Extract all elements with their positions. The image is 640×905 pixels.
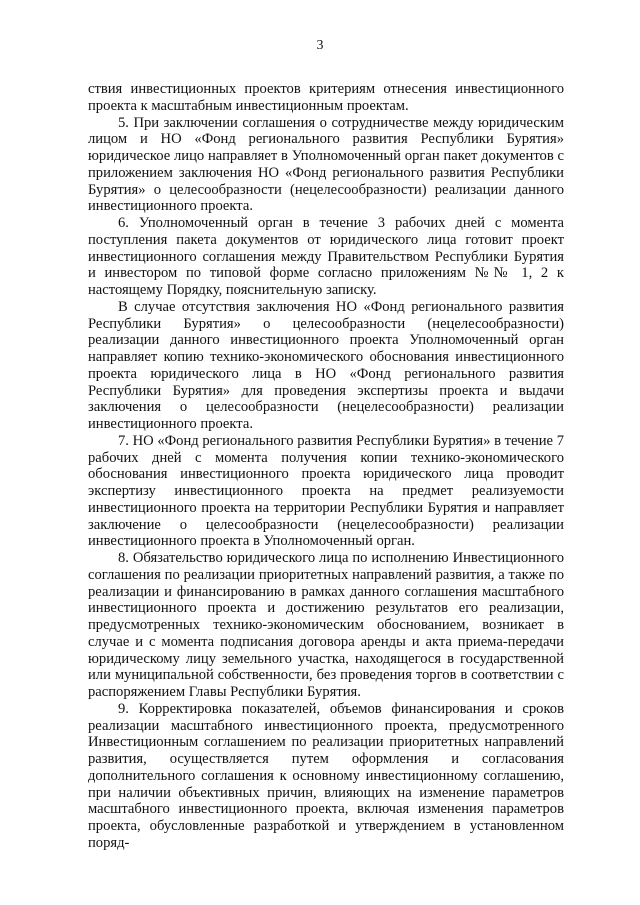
paragraph-item-9: 9. Корректировка показателей, объемов финансирования и сроков реализации масштабного инвестиционного проекта, предусмотренного Инвестиционным соглашением по реализации приоритетных направлений развития, осуществляется путем оформления и согласования дополнительного соглашения к основному инвестиционному соглашению, при наличии объективных причин, влияющих на изменение параметров масштабного инвестиционного проекта, включая изменения параметров проекта, обусловленные разработкой и утверждением в установленном поряд- <box>88 700 564 851</box>
document-body <box>88 81 564 852</box>
paragraph-item-6-note: В случае отсутствия заключения НО «Фонд регионального развития Республики Бурятия» о целесообразности (нецелесообразности) реализации данного инвестиционного проекта Уполномоченный орган направляет копию технико-экономического обоснования инвестиционного проекта юридического лица в НО «Фонд регионального развития Республики Бурятия» для проведения экспертизы проекта и выдачи заключения о целесообразности (нецелесообразности) реализации инвестиционного проекта. <box>88 298 564 432</box>
paragraph-item-5: 5. При заключении соглашения о сотрудничестве между юридическим лицом и НО «Фонд регионального развития Республики Бурятия» юридическое лицо направляет в Уполномоченный орган пакет документов с приложением заключения НО «Фонд регионального развития Республики Бурятия» о целесообразности (нецелесообразности) реализации данного инвестиционного проекта. <box>88 114 564 215</box>
paragraph-continuation: ствия инвестиционных проектов критериям отнесения инвестиционного проекта к масштабным инвестиционным проектам. <box>88 81 564 114</box>
paragraph-item-8: 8. Обязательство юридического лица по исполнению Инвестиционного соглашения по реализации приоритетных направлений развития, а также по реализации и финансированию в рамках данного соглашения масштабного инвестиционного проекта и достижению результатов его реализации, предусмотренных технико-экономическим обоснованием, возникает в случае и с момента подписания договора аренды и акта приема-передачи юридическому лицу земельного участка, находящегося в государственной или муниципальной собственности, без проведения торгов в соответствии с распоряжением Главы Республики Бурятия. <box>88 550 564 700</box>
paragraph-item-7: 7. НО «Фонд регионального развития Республики Бурятия» в течение 7 рабочих дней с момента получения копии технико-экономического обоснования инвестиционного проекта юридического лица проводит экспертизу инвестиционного проекта на предмет реализуемости инвестиционного проекта на территории Республики Бурятия и направляет заключение о целесообразности (нецелесообразности) реализации инвестиционного проекта в Уполномоченный орган. <box>88 432 564 550</box>
page-number: 3 <box>316 38 324 53</box>
paragraph-item-6: 6. Уполномоченный орган в течение 3 рабочих дней с момента поступления пакета документов от юридического лица готовит проект инвестиционного соглашения между Правительством Республики Бурятия и инвестором по типовой форме согласно приложениям №№ 1, 2 к настоящему Порядку, пояснительную записку. <box>88 215 564 298</box>
